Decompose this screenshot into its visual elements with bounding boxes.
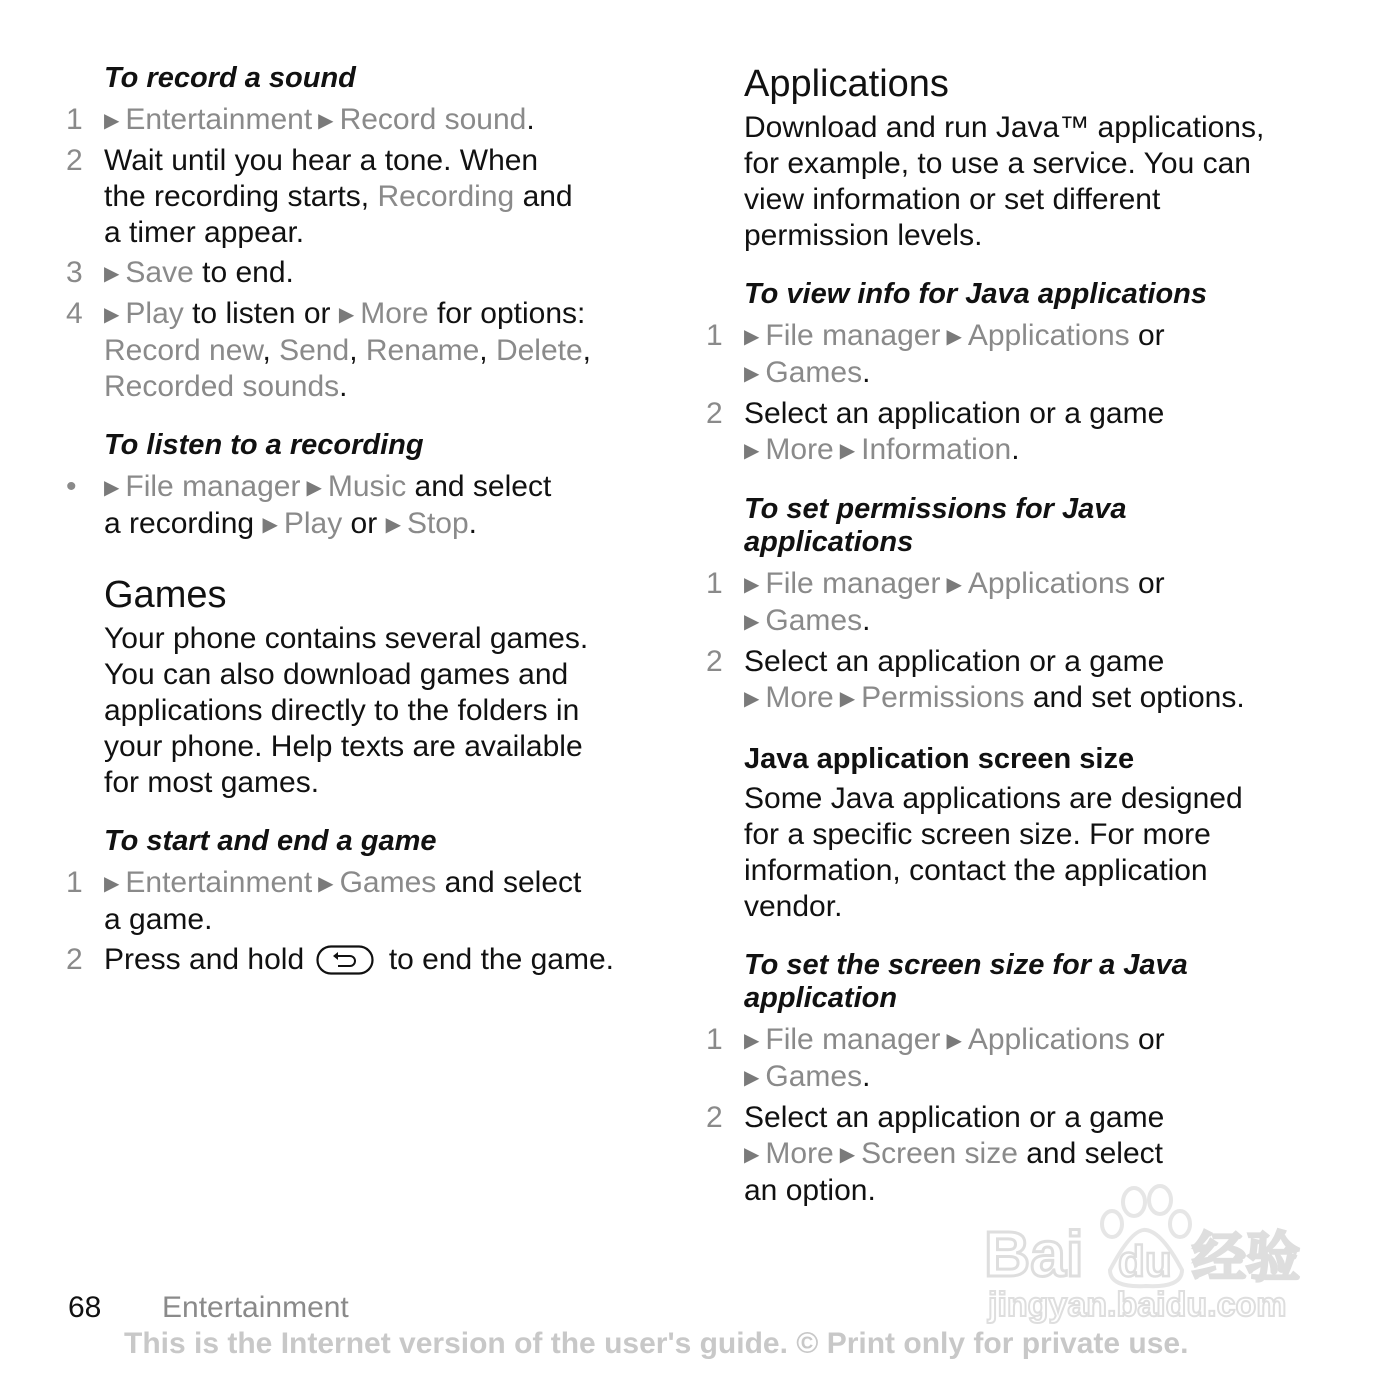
arrow-icon: ▶ <box>338 304 355 326</box>
game-step-2: 2 Press and hold to end the game. <box>66 943 614 976</box>
screen-size-paragraph: Some Java applications are designed for a specific screen size. For more information, contact the application vendor. <box>744 782 1243 923</box>
viewinfo-step-1: 1 ▶ File manager ▶ Applications or ▶ Games. <box>706 319 1165 389</box>
heading-listen-recording: To listen to a recording <box>104 429 424 461</box>
arrow-icon: ▶ <box>104 477 120 499</box>
arrow-icon: ▶ <box>104 304 120 326</box>
game-step-1: 1 ▶ Entertainment ▶ Games and select a game. <box>66 866 582 936</box>
record-step-4: 4 ▶ Play to listen or ▶ More for options: Record new, Send, Rename, Delete, Recorded sounds. <box>66 297 591 403</box>
right-column <box>706 62 1306 1213</box>
arrow-icon: ▶ <box>318 873 334 895</box>
heading-set-permissions: To set permissions for Java applications <box>744 493 1127 558</box>
setscreen-step-2: 2 Select an application or a game ▶ More ▶ Screen size and select an option. <box>706 1101 1165 1207</box>
perms-step-2: 2 Select an application or a game ▶ More ▶ Permissions and set options. <box>706 645 1245 714</box>
arrow-icon: ▶ <box>385 514 401 536</box>
internet-version-notice: This is the Internet version of the user's guide. © Print only for private use. <box>124 1327 1189 1360</box>
heading-start-end-game: To start and end a game <box>104 825 437 857</box>
heading-view-info-java: To view info for Java applications <box>744 278 1208 310</box>
arrow-icon: ▶ <box>744 363 760 385</box>
bullet: • <box>66 470 77 503</box>
arrow-icon: ▶ <box>306 477 322 499</box>
arrow-icon: ▶ <box>744 440 760 462</box>
arrow-icon: ▶ <box>946 326 962 348</box>
arrow-icon: ▶ <box>318 110 334 132</box>
arrow-icon: ▶ <box>744 326 760 348</box>
arrow-icon: ▶ <box>744 1067 760 1089</box>
arrow-icon: ▶ <box>104 263 120 285</box>
arrow-icon: ▶ <box>744 1030 760 1052</box>
menu-play: Play <box>125 297 184 330</box>
setscreen-step-1: 1 ▶ File manager ▶ Applications or ▶ Games. <box>706 1023 1165 1093</box>
arrow-icon: ▶ <box>839 440 856 462</box>
label-recording: Recording <box>377 180 515 213</box>
menu-entertainment: Entertainment <box>125 103 313 136</box>
menu-save: Save <box>125 256 194 289</box>
arrow-icon: ▶ <box>839 1144 856 1166</box>
menu-more: More <box>360 297 429 330</box>
svg-text:du: du <box>1118 1237 1172 1286</box>
arrow-icon: ▶ <box>744 611 760 633</box>
games-paragraph: Your phone contains several games. You can also download games and applications directly to the folders in your phone. Help texts are available for most games. <box>104 622 589 799</box>
heading-java-screen-size: Java application screen size <box>744 743 1135 775</box>
svg-text:经验: 经验 <box>1192 1226 1300 1289</box>
page-footer <box>68 1290 349 1326</box>
section-title-applications: Applications <box>744 63 949 105</box>
arrow-icon: ▶ <box>104 110 120 132</box>
arrow-icon: ▶ <box>262 514 278 536</box>
record-step-1: 1 ▶ Entertainment ▶ Record sound. <box>66 103 535 136</box>
section-title-games: Games <box>104 574 227 616</box>
heading-record-sound: To record a sound <box>104 62 356 94</box>
arrow-icon: ▶ <box>744 574 760 596</box>
arrow-icon: ▶ <box>744 688 760 710</box>
back-key-icon <box>316 945 374 975</box>
arrow-icon: ▶ <box>839 688 856 710</box>
viewinfo-step-2: 2 Select an application or a game ▶ More ▶ Information. <box>706 397 1165 466</box>
menu-record-sound: Record sound <box>339 103 527 136</box>
record-step-2: 2 Wait until you hear a tone. When the recording starts, Recording and a timer appear. <box>66 144 573 249</box>
watermark-url: jingyan.baidu.com <box>988 1286 1287 1324</box>
listen-bullet-item: • ▶ File manager ▶ Music and select a recording ▶ Play or ▶ Stop. <box>66 469 666 543</box>
record-step-3: 3 ▶ Save to end. <box>66 256 294 289</box>
applications-paragraph: Download and run Java™ applications, for example, to use a service. You can view information or set different permission levels. <box>744 111 1265 252</box>
arrow-icon: ▶ <box>104 873 120 895</box>
arrow-icon: ▶ <box>744 1144 760 1166</box>
arrow-icon: ▶ <box>946 574 962 596</box>
footer-section: Entertainment <box>162 1291 349 1324</box>
page-number: 68 <box>68 1291 102 1324</box>
heading-set-screen-size: To set the screen size for a Java application <box>744 949 1188 1014</box>
perms-step-1: 1 ▶ File manager ▶ Applications or ▶ Games. <box>706 567 1165 637</box>
left-column <box>66 62 666 982</box>
arrow-icon: ▶ <box>946 1030 962 1052</box>
svg-text:Bai: Bai <box>984 1218 1084 1290</box>
baidu-watermark-logo <box>982 1178 1302 1328</box>
